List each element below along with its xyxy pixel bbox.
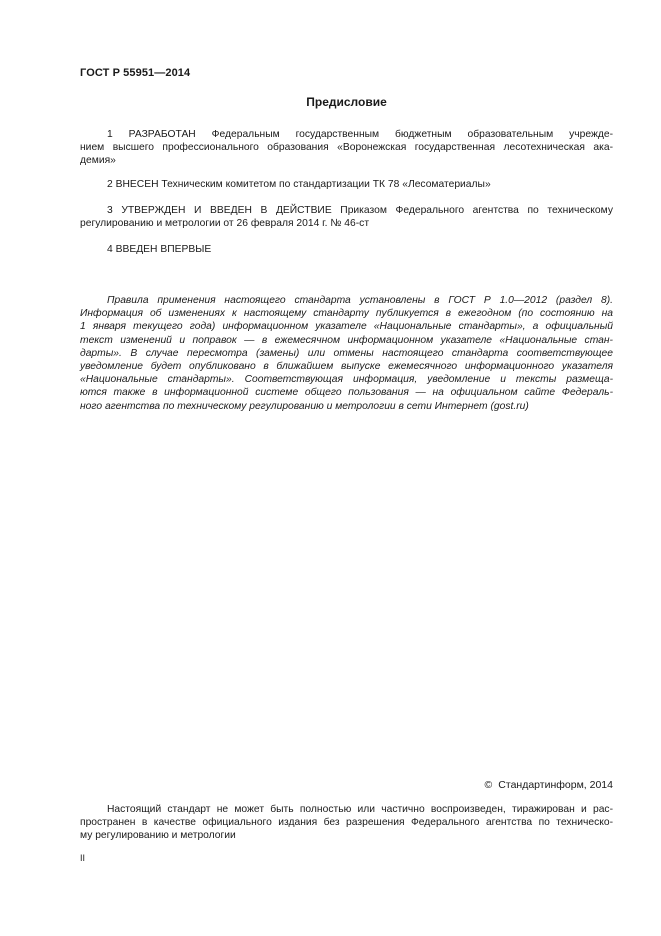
application-rules-note	[80, 294, 613, 413]
notice-line: му регулированию и метрологии	[80, 830, 236, 842]
reproduction-notice	[80, 803, 613, 843]
note-line: уведомление будет опубликовано в ближайшем выпуске ежемесячного информационного указателя	[80, 361, 613, 373]
notice-line: Настоящий стандарт не может быть полностью или частично воспроизведен, тиражирован и рас-	[107, 804, 613, 815]
paragraph-line: регулированию и метрологии от 26 февраля 2014 г. № 46-ст	[80, 218, 370, 230]
note-line: дарты». В случае пересмотра (замены) или отмены настоящего стандарта соответствующее	[80, 347, 613, 359]
page-number: II	[80, 853, 86, 863]
paragraph-line: 1 РАЗРАБОТАН Федеральным государственным бюджетным образовательным учрежде-	[107, 129, 613, 140]
paragraph-first-introduced	[80, 243, 613, 256]
paragraph-line: нием высшего профессионального образования «Воронежская государственная лесотехническая ака-	[80, 142, 613, 154]
copyright-text: Стандартинформ, 2014	[498, 779, 613, 791]
page-title: Предисловие	[306, 95, 387, 109]
document-id-header: ГОСТ Р 55951—2014	[80, 67, 191, 79]
paragraph-line: демия»	[80, 155, 116, 167]
note-line: текст изменений и поправок — в ежемесячном информационном указателе «Национальные стан-	[80, 334, 613, 346]
copyright-symbol: ©	[484, 779, 493, 791]
paragraph-line: 3 УТВЕРЖДЕН И ВВЕДЕН В ДЕЙСТВИЕ Приказом Федерального агентства по техническому	[107, 205, 613, 216]
note-line: ного агентства по техническому регулированию и метрологии в сети Интернет (gost.ru)	[80, 400, 529, 412]
paragraph-introduced-by	[80, 178, 613, 191]
note-line: Информация об изменениях к настоящему стандарту публикуется в ежегодном (по состоянию на	[80, 308, 613, 320]
paragraph-line: 2 ВНЕСЕН Техническим комитетом по стандартизации ТК 78 «Лесоматериалы»	[107, 179, 491, 190]
note-line: Правила применения настоящего стандарта установлены в ГОСТ Р 1.0—2012 (раздел 8).	[107, 295, 613, 306]
paragraph-developed-by	[80, 128, 613, 168]
paragraph-line: 4 ВВЕДЕН ВПЕРВЫЕ	[107, 244, 212, 255]
copyright-line	[485, 779, 613, 791]
note-line: 1 января текущего года) информационном указателе «Национальные стандарты», а официальный	[80, 321, 613, 333]
paragraph-approved	[80, 204, 613, 230]
note-line: ются также в информационной системе общего пользования — на официальном сайте Федераль-	[80, 387, 613, 399]
note-line: «Национальные стандарты». Соответствующая информация, уведомление и тексты размеща-	[80, 374, 613, 386]
notice-line: пространен в качестве официального издания без разрешения Федерального агентства по техническо-	[80, 817, 613, 829]
